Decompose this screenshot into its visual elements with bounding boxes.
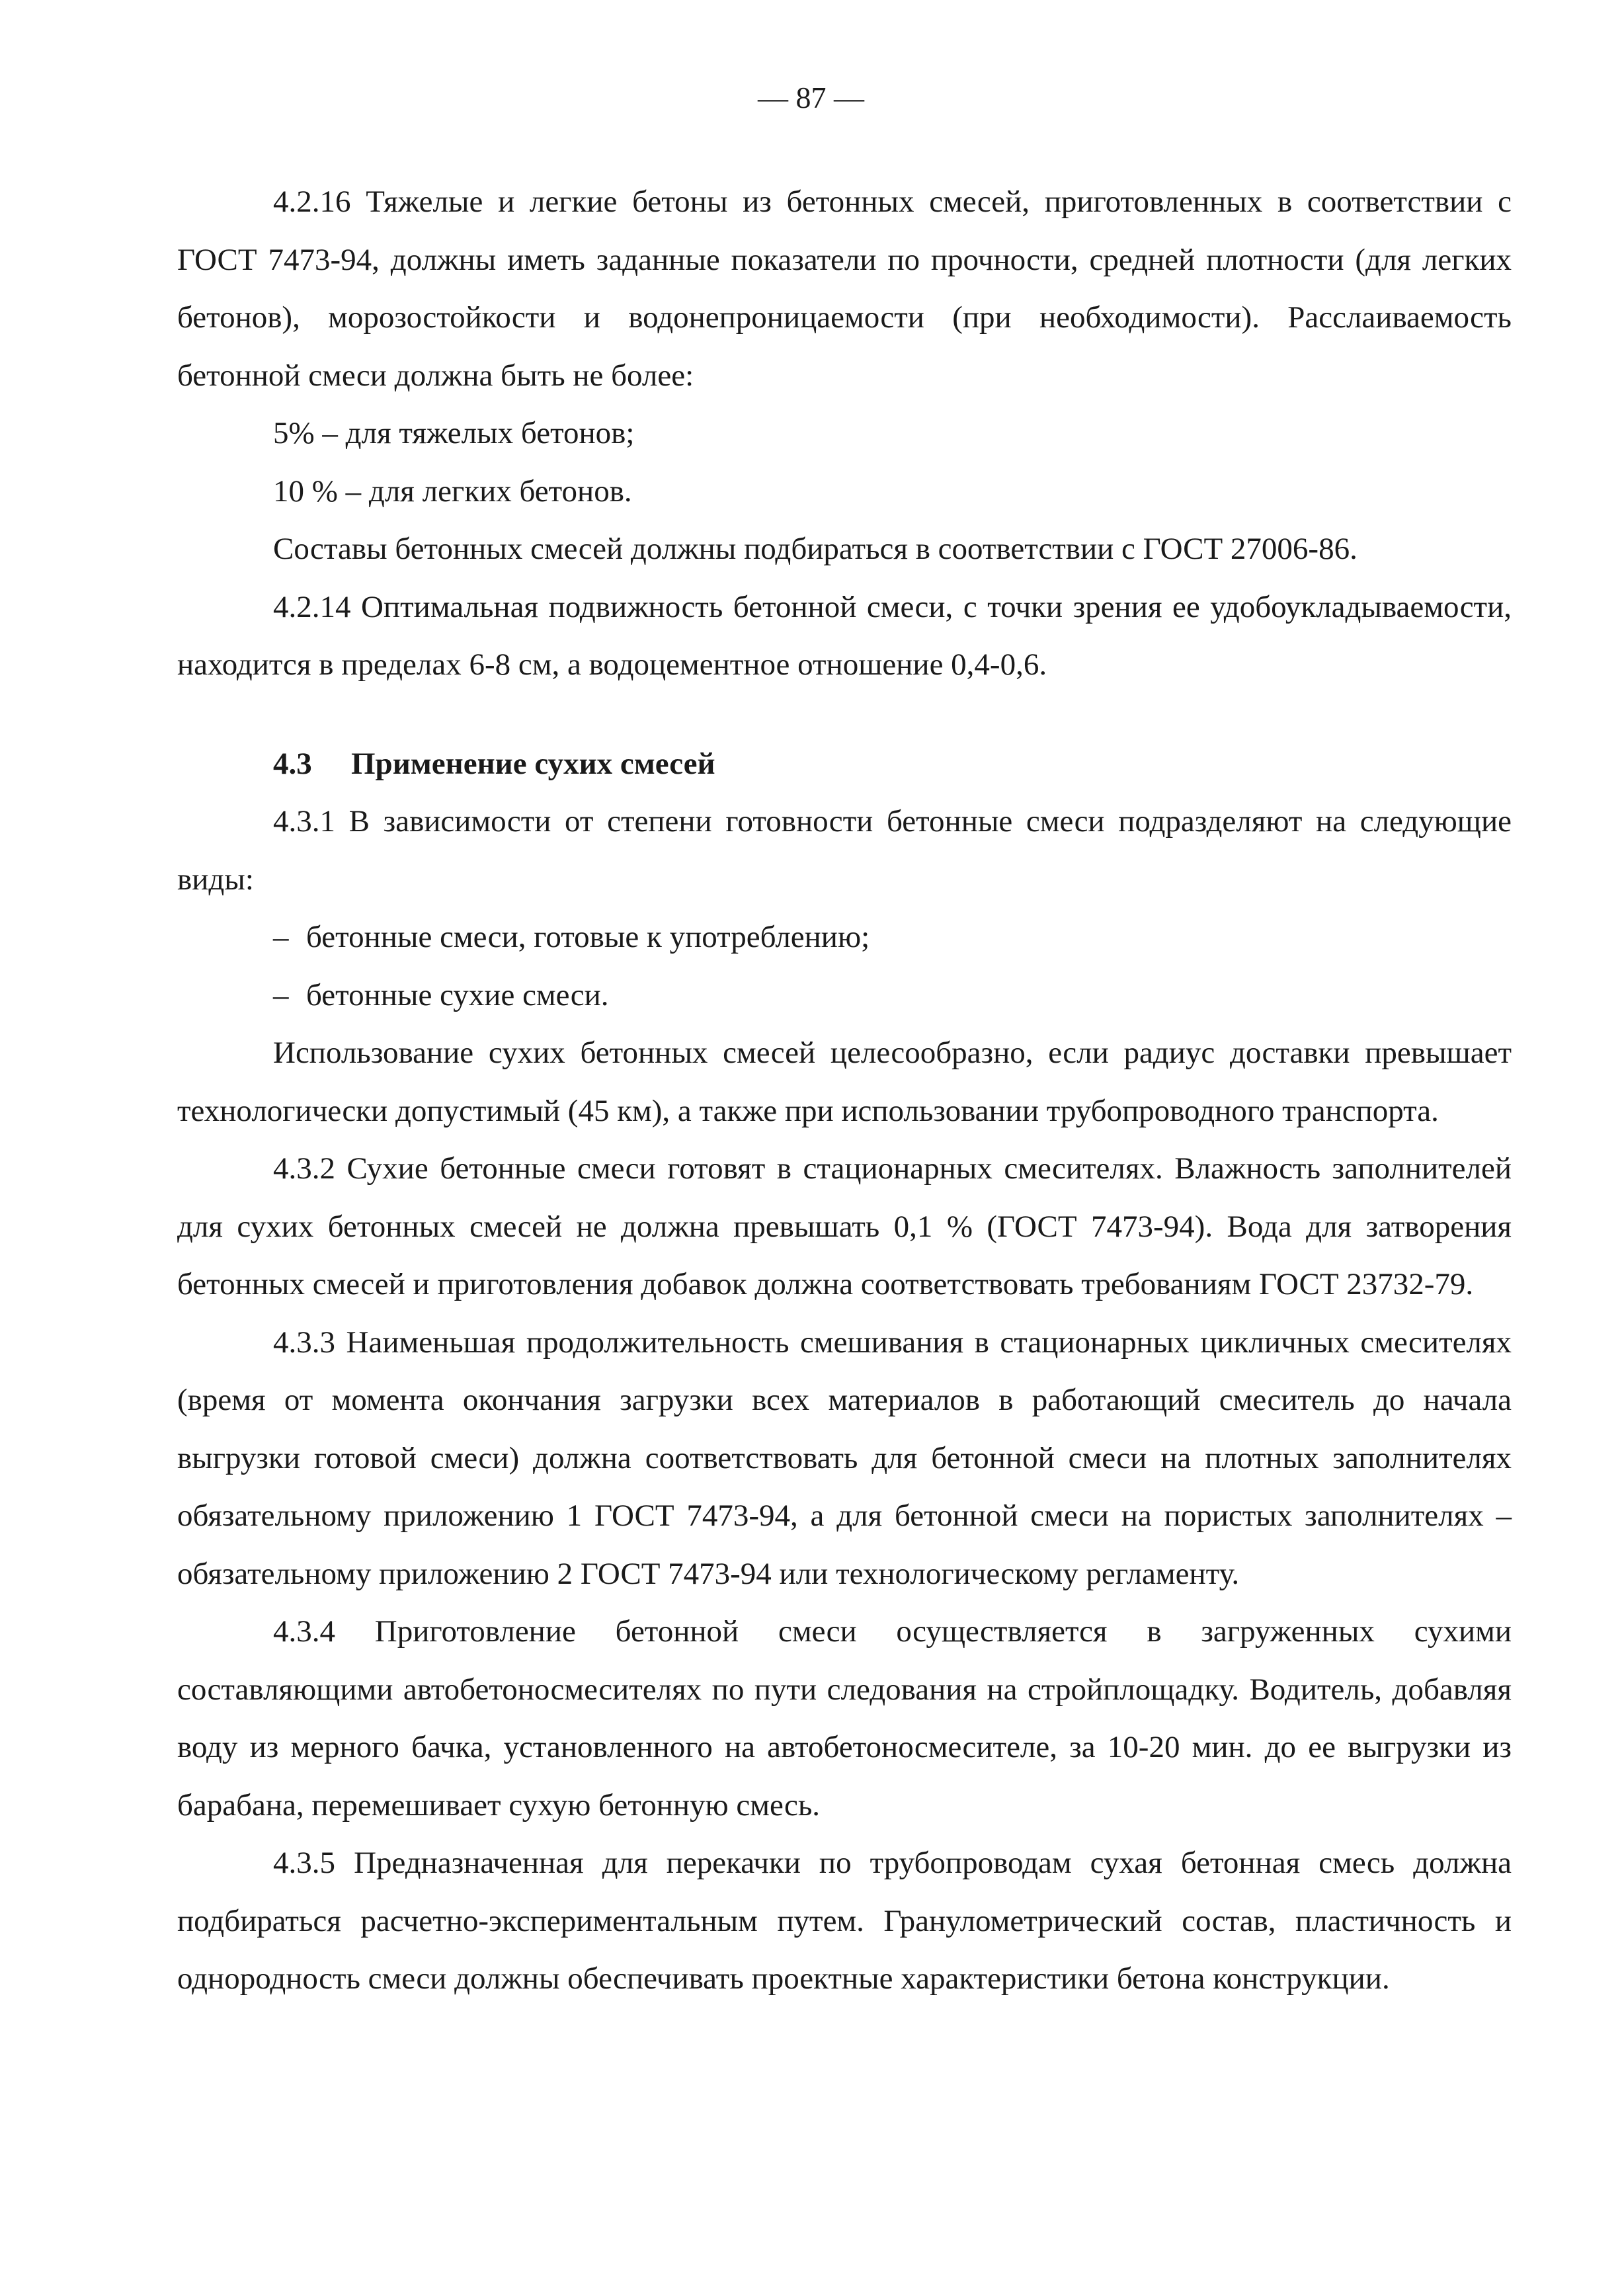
list-item [177,967,1512,1025]
paragraph-4-3-4: 4.3.4 Приготовление бетонной смеси осуществляется в загруженных сухими составляющими автобетоносмесителях по пути следования на стройплощадку. Водитель, добавляя воду из мерного бачка, установленного на автобетоносмесителе, за 10-20 мин. до ее выгрузки из барабана, перемешивает сухую бетонную смесь. [177,1614,1512,1823]
page-body [177,173,1512,2008]
list-dash: – [273,977,289,1012]
list-item-text: бетонные сухие смеси. [306,977,609,1012]
list-item-text: бетонные смеси, готовые к употреблению; [306,920,870,954]
paragraph-4-3-5: 4.3.5 Предназначенная для перекачки по трубопроводам сухая бетонная смесь должна подбираться расчетно-экспериментальным путем. Гранулометрический состав, пластичность и однородность смеси должны обеспечивать проектные характеристики бетона конструкции. [177,1846,1512,1996]
section-heading-4-3 [177,735,1512,794]
list-item [177,909,1512,967]
paragraph-usage: Использование сухих бетонных смесей целесообразно, если радиус доставки превышает технологически допустимый (45 км), а также при использовании трубопроводного транспорта. [177,1036,1512,1128]
section-heading-number: 4.3 [273,746,312,781]
paragraph-4-3-2: 4.3.2 Сухие бетонные смеси готовят в стационарных смесителях. Влажность заполнителей для сухих бетонных смесей не должна превышать 0,1 % (ГОСТ 7473-94). Вода для затворения бетонных смесей и приготовления добавок должна соответствовать требованиям ГОСТ 23732-79. [177,1151,1512,1301]
list-item-light-concrete: 10 % – для легких бетонов. [273,473,632,509]
paragraph-4-3-3: 4.3.3 Наименьшая продолжительность смешивания в стационарных цикличных смесителях (время от момента окончания загрузки всех материалов в работающий смеситель до начала выгрузки готовой смеси) должна соответствовать для бетонной смеси на плотных заполнителях обязательному приложению 1 ГОСТ 7473-94, а для бетонной смеси на пористых заполнителях – обязательному приложению 2 ГОСТ 7473-94 или технологическому регламенту. [177,1325,1512,1591]
section-heading-title: Применение сухих смесей [351,746,715,781]
page-number: — 87 — [758,81,864,114]
paragraph-4-3-1: 4.3.1 В зависимости от степени готовности бетонные смеси подразделяют на следующие виды: [177,804,1512,897]
paragraph-4-2-16: 4.2.16 Тяжелые и легкие бетоны из бетонных смесей, приготовленных в соответствии с ГОСТ 7473-94, должны иметь заданные показатели по прочности, средней плотности (для легких бетонов), морозостойкости и водонепроницаемости (при необходимости). Расслаиваемость бетонной смеси должна быть не более: [177,184,1512,393]
paragraph-compositions: Составы бетонных смесей должны подбираться в соответствии с ГОСТ 27006-86. [273,532,1358,566]
paragraph-4-2-14: 4.2.14 Оптимальная подвижность бетонной смеси, с точки зрения ее удобоукладываемости, находится в пределах 6-8 см, а водоцементное отношение 0,4-0,6. [177,589,1512,682]
section-spacer [177,694,1512,735]
list-item-heavy-concrete: 5% – для тяжелых бетонов; [273,416,635,450]
list-dash: – [273,920,289,954]
